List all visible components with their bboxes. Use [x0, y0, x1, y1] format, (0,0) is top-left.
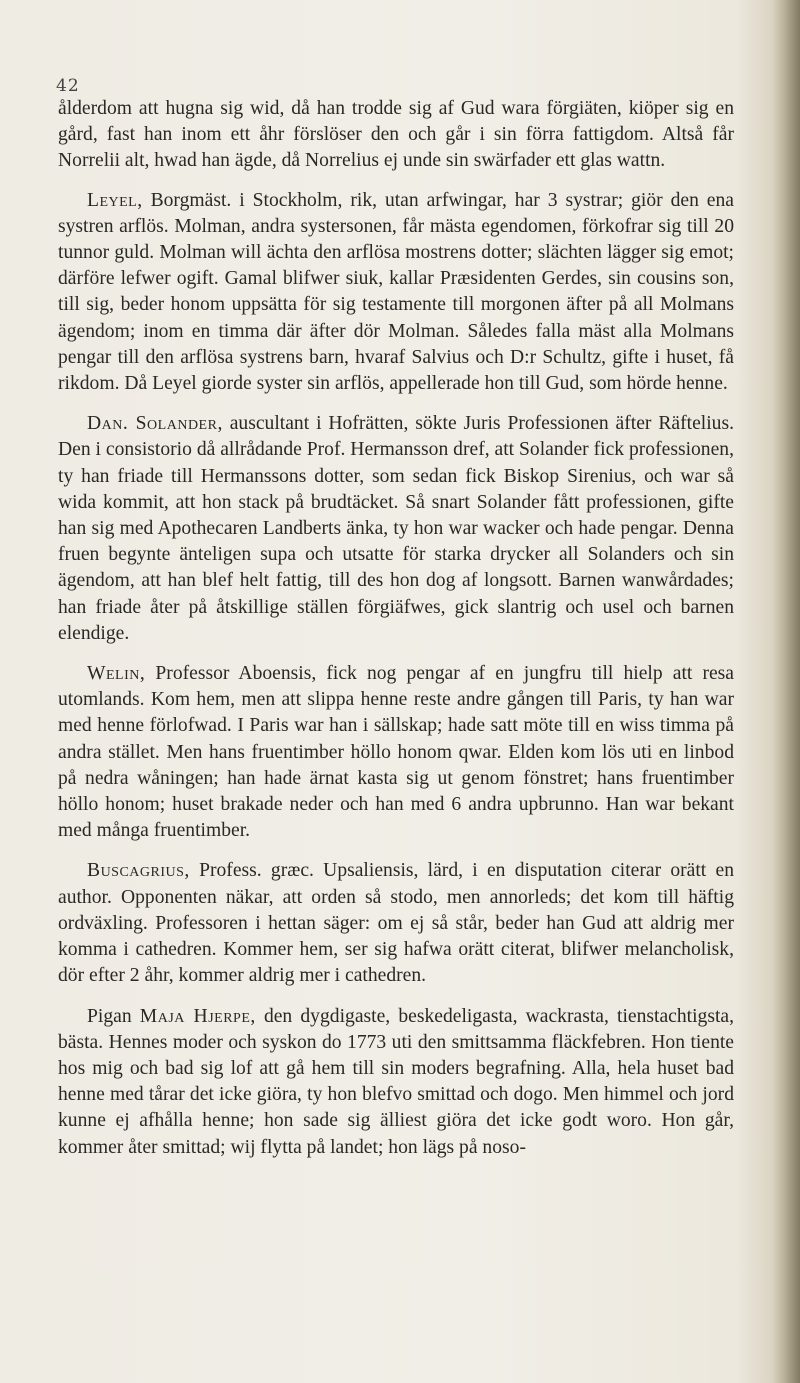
entry-name: Welin, [87, 663, 146, 685]
page-number: 42 [56, 76, 80, 96]
entry-name: Leyel, [87, 189, 143, 211]
entry-body: auscultant i Hofrätten, sökte Juris Professionen äfter Räftelius. Den i consistorio då allrådande Prof. Hermansson dref, att Solander fick professionen, ty han friade till Hermanssons dotter, som sedan fick Biskop Sirenius, och war så wida kommit, att hon stack på brudtäcket. Så snart Solander fått professionen, gifte han sig med Apothecaren Landberts änka, ty hon war wacker och hade pengar. Denna fruen begynte änteligen supa och utsatte för starka drycker all Solanders och sin ägendom, att han blef helt fattig, till des hon dog af longsott. Barnen wanwårdades; han friade åter på åtskillige ställen förgiäfwes, gick slantrig och usel och barnen elendige. [58, 413, 734, 644]
entry-name: Maja Hjerpe, [139, 1005, 256, 1027]
paragraph-continuation: ålderdom att hugna sig wid, då han trodde sig af Gud wara förgiäten, kiöper sig en gård, fast han inom ett åhr förslöser den och går i sin förra fattigdom. Altså får Norrelii alt, hwad han ägde, då Norrelius ej unde sin swärfader ett glas wattn. [58, 98, 734, 172]
entry-prefix: Pigan [87, 1005, 140, 1027]
entry-leyel [58, 188, 734, 398]
entry-solander [58, 411, 734, 647]
entry-buscagrius [58, 858, 734, 989]
entry-body: Borgmäst. i Stockholm, rik, utan arfwingar, har 3 systrar; giör den ena systren arflös. Molman, andra systersonen, får mästa egendomen, förkofrar sig till 20 tunnor guld. Molman will ächta den arflösa mostrens dotter; slächten lägger sig emot; därföre lefwer ogift. Gamal blifwer siuk, kallar Præsidenten Gerdes, sin cousins son, till sig, beder honom uppsätta för sig testamente till morgonen äfter på all Molmans ägendom; inom en timma där äfter dör Molman. Således falla mäst alla Molmans pengar till den arflösa systrens barn, hvaraf Salvius och D:r Schultz, gifte i huset, få rikdom. Då Leyel giorde syster sin arflös, appellerade hon till Gud, som hörde henne. [58, 189, 734, 395]
entry-name: Buscagrius, [87, 860, 190, 882]
page-text [58, 96, 734, 1175]
entry-welin [58, 661, 734, 844]
entry-body: den dygdigaste, beskedeligasta, wackrasta, tienstachtigsta, bästa. Hennes moder och syskon do 1773 uti den smittsamma fläckfebren. Hon tiente hos mig och bad sig lof att gå hem till sin moders begrafning. Alla, hela huset bad henne med tårar det icke giöra, ty hon blefvo smittad och dogo. Men himmel och jord kunne ej afhålla henne; hon sade sig älliest giöra det icke godt woro. Hon går, kommer åter smittad; wij flytta på landet; hon lägs på noso- [58, 1005, 735, 1158]
entry-body: Professor Aboensis, fick nog pengar af en jungfru till hielp att resa utomlands. Kom hem, men att slippa henne reste andre gången till Paris, ty han war med henne förlofwad. I Paris war han i sällskap; hade satt möte till en wiss timma på andra stället. Men hans fruentimber höllo honom qwar. Elden kom lös uti en linbod på nedra wåningen; han hade ärnat kasta sig ut genom fönstret; hans fruentimber höllo honom; huset brakade neder och han med 6 andra upbrunno. Han war bekant med många fruentimber. [58, 663, 734, 842]
entry-name: Dan. Solander, [87, 413, 223, 435]
entry-body: Profess. græc. Upsaliensis, lärd, i en disputation citerar orätt en author. Opponenten näkar, att orden så stodo, men annorleds; det kom till häftig ordväxling. Professoren i hettan säger: om ej så står, beder han Gud att aldrig mer komma i cathedren. Kommer hem, ser sig hafwa orätt citerat, blifwer melancholisk, dör efter 2 åhr, kommer aldrig mer i cathedren. [58, 860, 734, 987]
entry-maja-hjerpe [58, 1004, 734, 1161]
page-edge [772, 0, 800, 1383]
